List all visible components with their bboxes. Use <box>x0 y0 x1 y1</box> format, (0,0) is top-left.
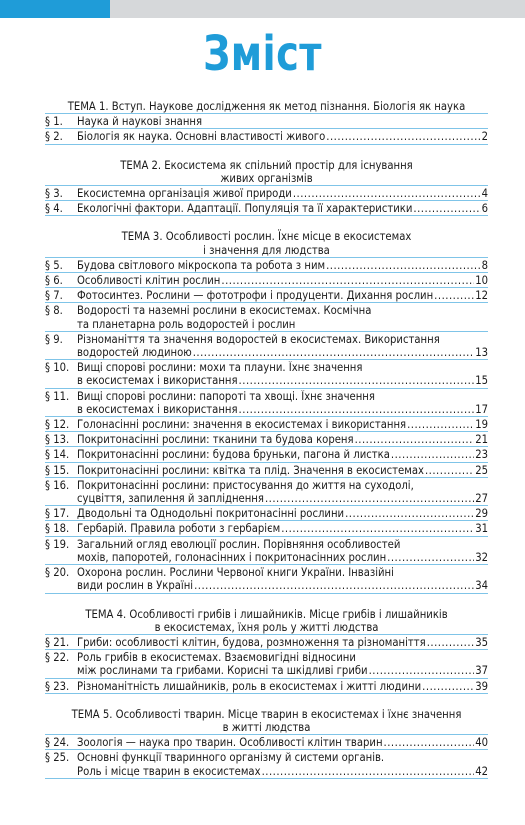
dot-leader <box>434 289 474 302</box>
toc-entry[interactable] <box>45 288 488 303</box>
page-number: 31 <box>475 522 488 536</box>
dot-leader <box>387 551 474 564</box>
page-number: 34 <box>475 579 488 593</box>
entry-title-line: Особливості клітин рослин <box>77 274 221 288</box>
toc-entry[interactable] <box>45 565 488 593</box>
page-number: 8 <box>481 258 488 272</box>
dot-leader <box>193 346 474 359</box>
paragraph-number: § 11. <box>45 389 70 403</box>
paragraph-number: § 14. <box>45 448 70 462</box>
theme-heading: ТЕМА 5. Особливості тварин. Місце тварин в екосистемах і їхнє значення <box>71 707 462 721</box>
entry-title-line: Екологічні фактори. Адаптації. Популяція та її характеристики <box>77 202 413 216</box>
header-band-gray <box>110 0 525 18</box>
entry-title-line: Екосистемна організація живої природи <box>77 187 292 201</box>
paragraph-number: § 9. <box>45 332 63 346</box>
entry-title-line: Зоологія — наука про тварин. Особливості клітин тварин <box>77 736 383 750</box>
paragraph-number: § 15. <box>45 463 70 477</box>
toc-entry[interactable] <box>45 506 488 521</box>
paragraph-number: § 20. <box>45 566 70 580</box>
toc-entry[interactable] <box>45 734 488 750</box>
page-number: 2 <box>481 130 488 144</box>
entry-title-line: Наука й наукові знання <box>77 115 203 129</box>
toc-entry[interactable] <box>45 650 488 678</box>
entry-title-line: Покритонасінні рослини: квітка та плід. Значення в екосистемах <box>77 463 424 477</box>
toc-entry[interactable] <box>45 257 488 273</box>
paragraph-number: § 19. <box>45 537 70 551</box>
dot-leader <box>345 507 474 520</box>
entry-title-line: суцвіття, запилення й запліднення <box>77 492 264 506</box>
dot-leader <box>413 202 480 215</box>
section-gap <box>45 216 488 230</box>
page-number: 32 <box>475 550 488 564</box>
dot-leader <box>194 579 474 592</box>
entry-title-line: Роль і місце тварин в екосистемах <box>77 764 261 778</box>
dot-leader <box>422 680 474 693</box>
entry-title-line: водоростей людиною <box>77 346 192 360</box>
entry-title-line: між рослинами та грибами. Корисні та шкідливі гриби <box>77 664 368 678</box>
paragraph-number: § 21. <box>45 635 70 649</box>
entry-title-line: та планетарна роль водоростей і рослин <box>77 317 296 331</box>
page-number: 12 <box>475 289 488 303</box>
entry-title-line: Будова світлового мікроскопа та робота з ним <box>77 258 326 272</box>
toc-entry[interactable] <box>45 129 488 144</box>
entry-title-line: Покритонасінні рослини: будова бруньки, пагона й листка <box>77 448 390 462</box>
toc-entry[interactable] <box>45 679 488 694</box>
toc-entry[interactable] <box>45 360 488 388</box>
page-number: 39 <box>475 679 488 693</box>
page-number: 19 <box>475 418 488 432</box>
header-band-accent <box>0 0 110 18</box>
toc-entry[interactable] <box>45 332 488 360</box>
entry-title-line: Вищі спорові рослини: мохи та плауни. Їхнє значення <box>77 361 363 375</box>
page-number: 6 <box>481 202 488 216</box>
theme-heading: і значення для людства <box>203 243 330 257</box>
paragraph-number: § 2. <box>45 130 63 144</box>
toc-entry[interactable] <box>45 303 488 331</box>
toc-entry[interactable] <box>45 432 488 447</box>
toc-entry[interactable] <box>45 113 488 129</box>
page-number: 21 <box>475 433 488 447</box>
entry-title-line: Покритонасінні рослини: тканини та будова кореня <box>77 433 354 447</box>
toc-entry[interactable] <box>45 417 488 432</box>
paragraph-number: § 12. <box>45 418 70 432</box>
entry-title-line: Водорості та наземні рослини в екосистемах. Космічна <box>77 304 372 318</box>
page-number: 4 <box>481 187 488 201</box>
dot-leader <box>221 274 474 287</box>
entry-title-line: мохів, папоротей, голонасінних і покритонасінних рослин <box>77 550 387 564</box>
entry-title-line: Покритонасінні рослини: пристосування до життя на суходолі, <box>77 478 414 492</box>
toc-entry[interactable] <box>45 185 488 201</box>
theme-heading: ТЕМА 2. Екосистема як спільний простір для існування <box>120 158 413 172</box>
entry-title-line: Охорона рослин. Рослини Червоної книги України. Інвазійні <box>77 566 394 580</box>
page-number: 27 <box>475 492 488 506</box>
page-number: 10 <box>475 274 488 288</box>
toc-entry[interactable] <box>45 537 488 565</box>
toc-entry[interactable] <box>45 273 488 288</box>
paragraph-number: § 10. <box>45 361 70 375</box>
theme-heading: в екосистемах, їхня роль у житті людства <box>154 620 379 634</box>
toc-entry[interactable] <box>45 201 488 216</box>
dot-leader <box>326 130 480 143</box>
page-number: 42 <box>475 764 488 778</box>
dot-leader <box>239 403 475 416</box>
theme-heading: живих організмів <box>220 171 313 185</box>
entry-title-line: Голонасінні рослини: значення в екосистемах і використання <box>77 418 407 432</box>
toc-entry[interactable] <box>45 389 488 417</box>
toc-entry[interactable] <box>45 463 488 478</box>
dot-leader <box>239 374 475 387</box>
page-number: 37 <box>475 664 488 678</box>
entry-title-line: в екосистемах і використання <box>77 402 238 416</box>
entry-title-line: Загальний огляд еволюції рослин. Порівняння особливостей <box>77 537 401 551</box>
dot-leader <box>326 259 481 272</box>
page-number: 17 <box>475 402 488 416</box>
page-number: 29 <box>475 507 488 521</box>
entry-title-line: Гриби: особливості клітин, будова, розмноження та різноманіття <box>77 635 426 649</box>
entry-title-line: Біологія як наука. Основні властивості живого <box>77 130 326 144</box>
paragraph-number: § 1. <box>45 115 63 129</box>
theme-heading: в житті людства <box>222 720 311 734</box>
paragraph-number: § 16. <box>45 478 70 492</box>
entry-title-line: Основні функції тваринного організму й системи органів. <box>77 751 385 765</box>
theme-heading: ТЕМА 1. Вступ. Наукове дослідження як метод пізнання. Біологія як наука <box>67 100 466 113</box>
page-number: 13 <box>475 346 488 360</box>
section-gap <box>45 594 488 608</box>
table-of-contents <box>45 100 488 779</box>
paragraph-number: § 22. <box>45 651 70 665</box>
paragraph-number: § 6. <box>45 274 63 288</box>
paragraph-number: § 8. <box>45 304 63 318</box>
theme-heading: ТЕМА 4. Особливості грибів і лишайників. Місце грибів і лишайників <box>85 607 448 621</box>
toc-entry[interactable] <box>45 750 488 778</box>
entry-title-line: види рослин в Україні <box>77 579 194 593</box>
page-number: 15 <box>475 374 488 388</box>
dot-leader <box>355 433 475 446</box>
paragraph-number: § 25. <box>45 751 70 765</box>
paragraph-number: § 4. <box>45 202 63 216</box>
paragraph-number: § 7. <box>45 289 63 303</box>
dot-leader <box>265 492 474 505</box>
paragraph-number: § 18. <box>45 522 70 536</box>
dot-leader <box>391 448 474 461</box>
page-title: Зміст <box>203 26 322 82</box>
paragraph-number: § 13. <box>45 433 70 447</box>
paragraph-number: § 17. <box>45 507 70 521</box>
entry-title-line: Гербарій. Правила роботи з гербарієм <box>77 522 281 536</box>
entry-title-line: Вищі спорові рослини: папороті та хвощі. Їхнє значення <box>77 389 375 403</box>
dot-leader <box>262 765 475 778</box>
paragraph-number: § 3. <box>45 187 63 201</box>
page-number: 25 <box>475 463 488 477</box>
section-gap <box>45 145 488 159</box>
dot-leader <box>384 736 475 749</box>
entry-title-line: Різноманітність лишайників, роль в екосистемах і житті людини <box>77 679 422 693</box>
entry-title-line: Дводольні та Однодольні покритонасінні рослини <box>77 507 345 521</box>
dot-leader <box>407 418 474 431</box>
dot-leader <box>425 464 474 477</box>
page-number: 40 <box>475 736 488 750</box>
toc-entry[interactable] <box>45 447 488 462</box>
page-number: 23 <box>475 448 488 462</box>
page-number: 35 <box>475 635 488 649</box>
dot-leader <box>369 664 475 677</box>
paragraph-number: § 23. <box>45 679 70 693</box>
toc-entry[interactable] <box>45 634 488 650</box>
entry-title-line: в екосистемах і використання <box>77 374 238 388</box>
section-gap <box>45 694 488 708</box>
dot-leader <box>427 636 475 649</box>
paragraph-number: § 5. <box>45 258 63 272</box>
entry-title-line: Різноманіття та значення водоростей в екосистемах. Використання <box>77 332 440 346</box>
toc-entry[interactable] <box>45 478 488 506</box>
toc-entry[interactable] <box>45 521 488 536</box>
entry-title-line: Роль грибів в екосистемах. Взаємовигідні відносини <box>77 651 356 665</box>
entry-title-line: Фотосинтез. Рослини — фототрофи і продуценти. Дихання рослин <box>77 289 434 303</box>
theme-heading: ТЕМА 3. Особливості рослин. Їхнє місце в екосистемах <box>121 230 412 244</box>
paragraph-number: § 24. <box>45 736 70 750</box>
dot-leader <box>293 187 481 200</box>
dot-leader <box>281 522 474 535</box>
